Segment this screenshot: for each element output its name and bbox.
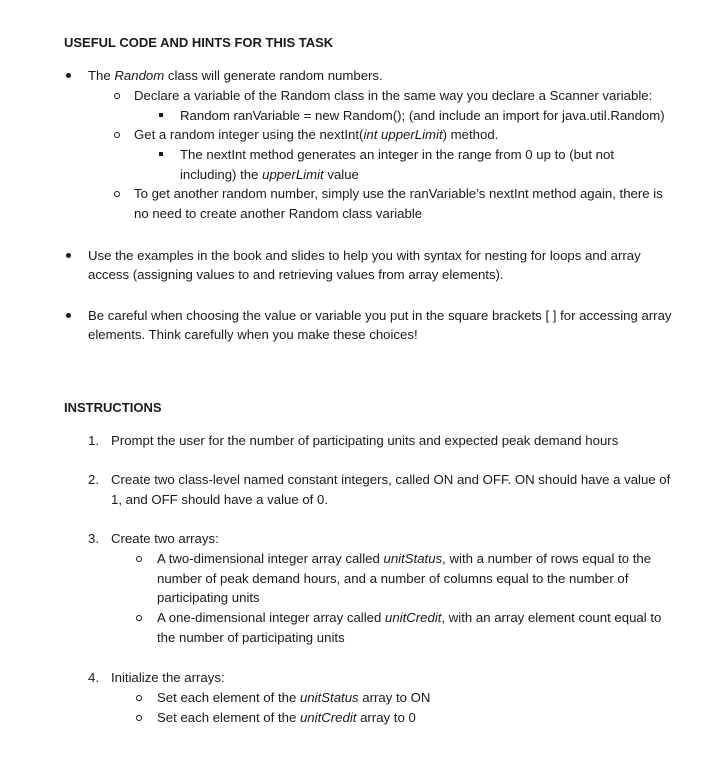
bullet-circle xyxy=(114,132,120,138)
step-2-l2: 1, and OFF should have a value of 0. xyxy=(111,492,328,507)
bullet-circle xyxy=(114,93,120,99)
step-2-l1: Create two class-level named constant integers, called ON and OFF. ON should have a value of xyxy=(111,472,671,487)
bullet-square xyxy=(159,113,163,117)
bullet-disc xyxy=(66,313,71,318)
step-3a-l1: A two-dimensional integer array called unitStatus, with a number of rows equal to the xyxy=(157,551,652,566)
hint-random-class: The Random class will generate random numbers. xyxy=(88,68,383,83)
step-4: Initialize the arrays: xyxy=(111,670,225,685)
step-3b-l1: A one-dimensional integer array called unitCredit, with an array element count equal to xyxy=(157,610,662,625)
step-3a-l2: number of peak demand hours, and a number of columns equal to the number of xyxy=(157,571,629,586)
step-number: 4. xyxy=(88,670,99,685)
step-4a: Set each element of the unitStatus array to ON xyxy=(157,690,431,705)
hint-brackets-l2: elements. Think carefully when you make these choices! xyxy=(88,327,418,342)
hint-another-random-l2: no need to create another Random class variable xyxy=(134,206,423,221)
step-number: 3. xyxy=(88,531,99,546)
step-3a-l3: participating units xyxy=(157,590,260,605)
step-number: 2. xyxy=(88,472,99,487)
bullet-circle xyxy=(114,191,120,197)
hint-another-random-l1: To get another random number, simply use the ranVariable’s nextInt method again, there is xyxy=(134,186,663,201)
bullet-circle xyxy=(136,615,142,621)
bullet-circle xyxy=(136,715,142,721)
bullet-disc xyxy=(66,253,71,258)
bullet-circle xyxy=(136,556,142,562)
hints-heading: USEFUL CODE AND HINTS FOR THIS TASK xyxy=(64,35,334,50)
hint-nextint: Get a random integer using the nextInt(int upperLimit) method. xyxy=(134,127,499,142)
bullet-circle xyxy=(136,695,142,701)
bullet-disc xyxy=(66,73,71,78)
hint-nextint-range-l2: including) the upperLimit value xyxy=(180,167,359,182)
step-4b: Set each element of the unitCredit array to 0 xyxy=(157,710,416,725)
hint-brackets-l1: Be careful when choosing the value or variable you put in the square brackets [ ] for accessing array xyxy=(88,308,672,323)
hint-declare-code: Random ranVariable = new Random(); (and include an import for java.util.Random) xyxy=(180,108,665,123)
step-1: Prompt the user for the number of participating units and expected peak demand hours xyxy=(111,433,619,448)
hint-examples-l1: Use the examples in the book and slides to help you with syntax for nesting for loops and array xyxy=(88,248,641,263)
instructions-heading: INSTRUCTIONS xyxy=(64,400,162,415)
hint-nextint-range-l1: The nextInt method generates an integer in the range from 0 up to (but not xyxy=(180,147,614,162)
hint-examples-l2: access (assigning values to and retrieving values from array elements). xyxy=(88,267,504,282)
step-3: Create two arrays: xyxy=(111,531,219,546)
step-number: 1. xyxy=(88,433,99,448)
step-3b-l2: the number of participating units xyxy=(157,630,345,645)
bullet-square xyxy=(159,152,163,156)
hint-declare: Declare a variable of the Random class in the same way you declare a Scanner variable: xyxy=(134,88,653,103)
